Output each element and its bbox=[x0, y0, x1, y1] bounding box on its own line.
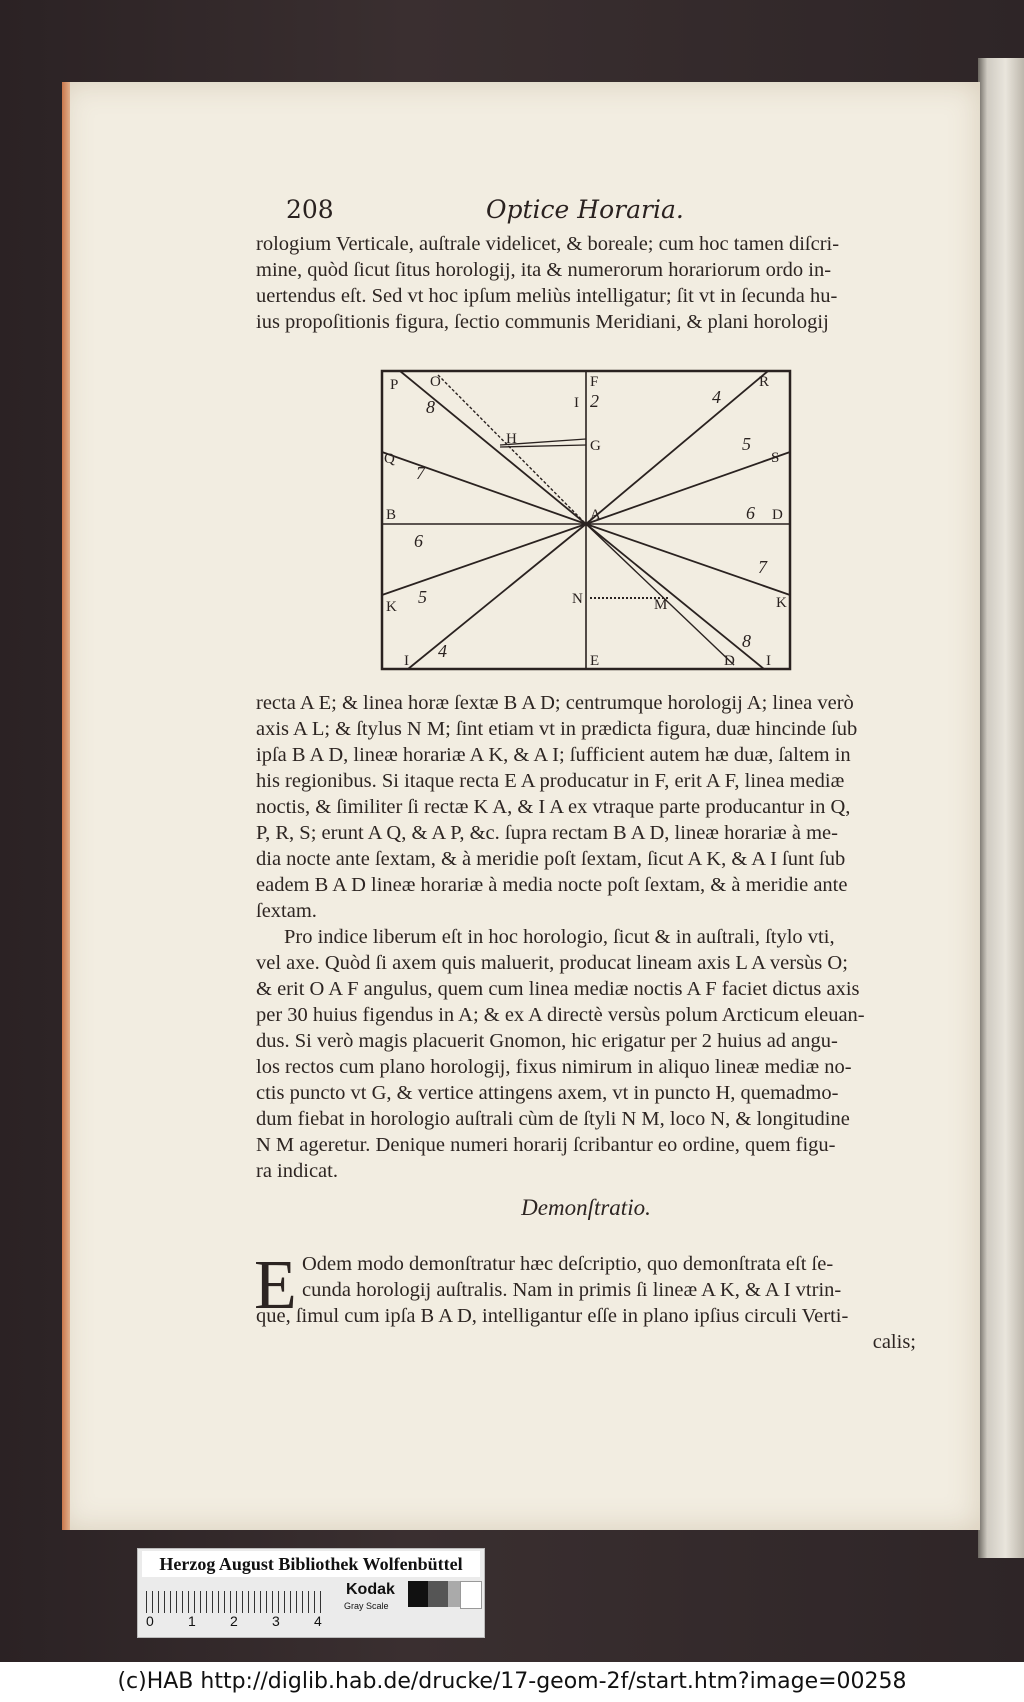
gray-swatch bbox=[408, 1581, 428, 1607]
text-line: dia nocte ante ſextam, & à meridie poſt ſextam, ſicut A K, & A I ſunt ſub bbox=[256, 848, 846, 870]
figure-label: 7 bbox=[758, 557, 767, 577]
figure-label: 4 bbox=[438, 641, 447, 661]
page-header bbox=[286, 195, 706, 229]
text-line: P, R, S; erunt A Q, & A P, &c. ſupra rectam B A D, lineæ horariæ à me- bbox=[256, 822, 838, 844]
text-line: his regionibus. Si itaque recta E A producatur in F, erit A F, linea mediæ bbox=[256, 770, 845, 792]
library-name: Herzog August Bibliothek Wolfenbüttel bbox=[142, 1551, 480, 1577]
figure-label: 6 bbox=[746, 503, 755, 523]
gray-swatch bbox=[428, 1581, 448, 1607]
paragraph-2 bbox=[256, 690, 916, 1184]
gray-swatch bbox=[460, 1581, 482, 1609]
text-line: vel axe. Quòd ſi axem quis maluerit, producat lineam axis L A versùs O; bbox=[256, 952, 848, 974]
running-title: Optice Horaria. bbox=[486, 195, 684, 224]
color-calibration-bar bbox=[137, 1548, 485, 1638]
scale-ruler bbox=[146, 1591, 326, 1613]
text-line: dum fiebat in horologio auſtrali cùm de ſtyli N M, loco N, & longitudine bbox=[256, 1108, 850, 1130]
figure-label: Q bbox=[384, 451, 395, 467]
text-line: recta A E; & linea horæ ſextæ B A D; centrumque horologij A; linea verò bbox=[256, 692, 854, 714]
section-heading bbox=[256, 1195, 916, 1221]
figure-label: E bbox=[590, 653, 600, 669]
text-line: eadem B A D lineæ horariæ à media nocte poſt ſextam, & à meridie ante bbox=[256, 874, 848, 896]
figure-label: B bbox=[386, 507, 397, 523]
text-line: Pro indice liberum eſt in hoc horologio, ſicut & in auſtrali, ſtylo vti, bbox=[284, 926, 835, 948]
figure-label: N bbox=[572, 591, 583, 607]
figure-label: 8 bbox=[742, 631, 751, 651]
text-line: ius propoſitionis figura, ſectio communis Meridiani, & plani horologij bbox=[256, 311, 829, 333]
text-line: axis A L; & ſtylus N M; ſint etiam vt in prædicta figura, duæ hincinde ſub bbox=[256, 718, 858, 740]
figure-label: D bbox=[772, 507, 783, 523]
text-line: rologium Verticale, auſtrale videlicet, & boreale; cum hoc tamen diſcri- bbox=[256, 233, 840, 255]
figure-label: H bbox=[506, 431, 517, 447]
figure-label: 5 bbox=[742, 434, 751, 454]
catchword: calis; bbox=[872, 1331, 916, 1353]
text-line: per 30 huius figendus in A; & ex A directè versùs polum Arcticum eleuan- bbox=[256, 1004, 865, 1026]
text-line: cunda horologij auſtralis. Nam in primis ſi lineæ A K, & A I vtrin- bbox=[302, 1279, 842, 1301]
text-line: ra indicat. bbox=[256, 1160, 338, 1182]
figure-label: 6 bbox=[414, 531, 423, 551]
figure-label: M bbox=[654, 597, 668, 613]
gray-scale-label: Gray Scale bbox=[344, 1601, 389, 1611]
figure-label: 8 bbox=[426, 397, 435, 417]
figure-label: K bbox=[776, 595, 787, 611]
figure-label: A bbox=[590, 507, 601, 523]
figure-label: 4 bbox=[712, 387, 721, 407]
demonstration-paragraph bbox=[254, 1247, 916, 1355]
figure-label: G bbox=[590, 438, 601, 454]
text-line: uertendus eſt. Sed vt hoc ipſum meliùs intelligatur; ſit vt in ſecunda hu- bbox=[256, 285, 838, 307]
text-line: ipſa B A D, lineæ horariæ A K, & A I; ſufficient autem hæ duæ, ſaltem in bbox=[256, 744, 851, 766]
facing-page-edge bbox=[978, 58, 1024, 1558]
text-line: mine, quòd ſicut ſitus horologij, ita & numerorum horariorum ordo in- bbox=[256, 259, 832, 281]
figure-label: 7 bbox=[416, 463, 425, 483]
text-line: N M ageretur. Denique numeri horarij ſcribantur eo ordine, quem figu- bbox=[256, 1134, 836, 1156]
kodak-logo: Kodak bbox=[346, 1581, 395, 1598]
scale-number: 0 bbox=[146, 1613, 154, 1629]
text-line: noctis, & ſimiliter ſi rectæ K A, & I A ex vtraque parte producantur in Q, bbox=[256, 796, 851, 818]
figure-label: 2 bbox=[590, 391, 599, 411]
text-line: que, ſimul cum ipſa B A D, intelligantur eſſe in plano ipſius circuli Verti- bbox=[256, 1305, 849, 1327]
text-line: ctis puncto vt G, & vertice attingens axem, vt in puncto H, quemadmo- bbox=[256, 1082, 839, 1104]
figure-label: R bbox=[759, 374, 770, 390]
sundial-figure bbox=[378, 367, 794, 673]
scale-number: 3 bbox=[272, 1613, 280, 1629]
figure-label: D bbox=[724, 653, 735, 669]
page-number: 208 bbox=[286, 195, 334, 224]
text-line: & erit O A F angulus, quem cum linea mediæ noctis A F faciet dictus axis bbox=[256, 978, 860, 1000]
figure-label: I bbox=[766, 653, 771, 669]
text-line: Odem modo demonſtratur hæc deſcriptio, quo demonſtrata eſt ſe- bbox=[302, 1253, 834, 1275]
copyright-footer: (c)HAB http://diglib.hab.de/drucke/17-geom-2f/start.htm?image=00258 bbox=[0, 1662, 1024, 1702]
scale-number: 2 bbox=[230, 1613, 238, 1629]
drop-cap: E bbox=[254, 1247, 297, 1324]
text-line: ſextam. bbox=[256, 900, 317, 922]
figure-label: I bbox=[404, 653, 409, 669]
scale-number: 4 bbox=[314, 1613, 322, 1629]
figure-label: K bbox=[386, 599, 397, 615]
section-title: Demonſtratio. bbox=[521, 1195, 651, 1220]
scale-number: 1 bbox=[188, 1613, 196, 1629]
figure-label: I bbox=[574, 395, 579, 411]
figure-label: O bbox=[430, 374, 441, 390]
figure-label: P bbox=[390, 377, 399, 393]
figure-label: 5 bbox=[418, 587, 427, 607]
text-line: los rectos cum plano horologij, fixus nimirum in aliquo lineæ mediæ no- bbox=[256, 1056, 852, 1078]
figure-label: S bbox=[771, 450, 780, 466]
figure-label: F bbox=[590, 374, 599, 390]
text-line: dus. Si verò magis placuerit Gnomon, hic erigatur per 2 huius ad angu- bbox=[256, 1030, 838, 1052]
paragraph-1 bbox=[256, 231, 916, 335]
page-edge bbox=[62, 82, 70, 1530]
